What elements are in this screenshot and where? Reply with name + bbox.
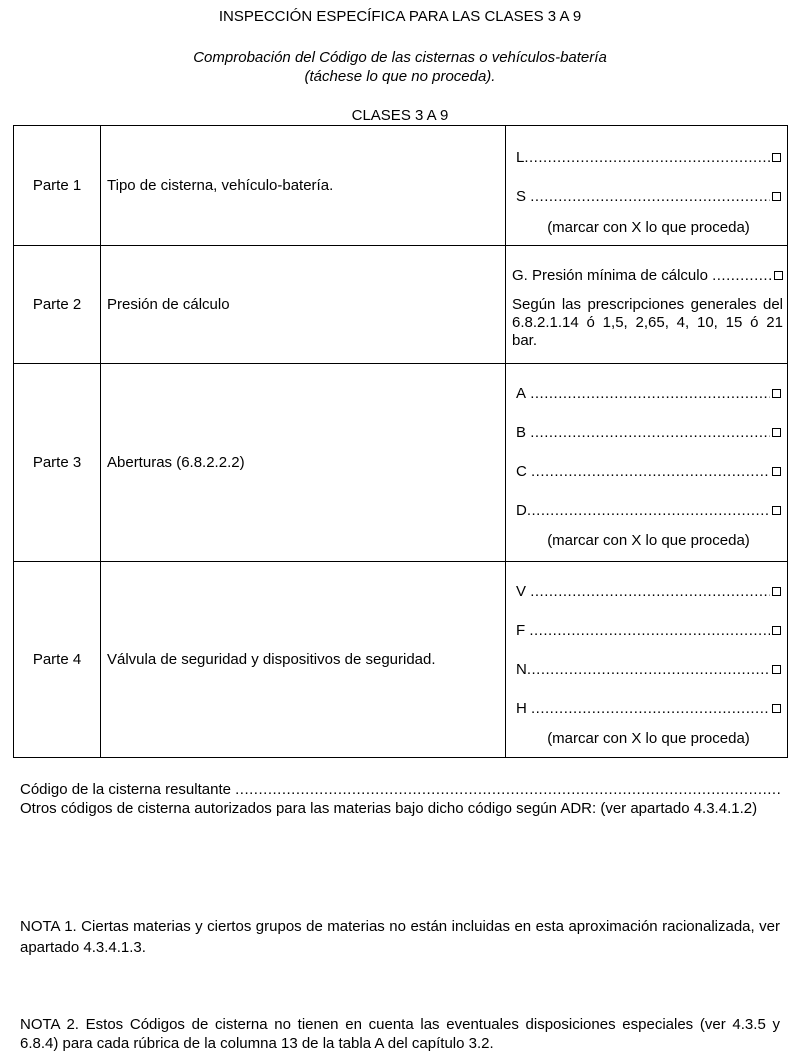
dot-leader [527,502,770,519]
part-label: Parte 3 [14,364,101,562]
dot-leader [530,385,770,402]
option-letter: H [516,700,527,717]
dot-leader [531,700,770,717]
dot-leader [527,661,770,678]
part-label: Parte 1 [14,126,101,246]
resultant-code-line [20,780,780,799]
part-label: Parte 2 [14,246,101,364]
checkbox-N[interactable] [772,665,781,674]
mark-instruction: (marcar con X lo que proceda) [547,219,750,236]
part-description: Tipo de cisterna, vehículo-batería. [101,126,506,246]
part-description: Presión de cálculo [101,246,506,364]
option-letter: L [516,149,525,166]
checkbox-L[interactable] [772,153,781,162]
option-letter: S [516,188,527,205]
checkbox-H[interactable] [772,704,781,713]
dot-leader [531,463,770,480]
options-cell [506,562,788,758]
option-A [516,374,781,413]
table-caption: CLASES 3 A 9 [351,107,449,124]
part-description: Válvula de seguridad y dispositivos de seguridad. [101,562,506,758]
option-S [516,177,781,216]
checkbox-B[interactable] [772,428,781,437]
checkbox-C[interactable] [772,467,781,476]
part-description: Aberturas (6.8.2.2.2) [101,364,506,562]
checkbox-A[interactable] [772,389,781,398]
option-N [516,650,781,689]
option-D [516,491,781,530]
resultant-code-section [20,780,780,818]
options-cell [506,126,788,246]
mark-instruction: (marcar con X lo que proceda) [547,532,750,549]
note-2: NOTA 2. Estos Códigos de cisterna no tienen en cuenta las eventuales disposiciones especiales (ver 4.3.5 y 6.8.4) para cada rúbrica de la columna 13 de la tabla A del capítulo 3.2. [20,1016,780,1052]
resultant-code-field[interactable] [235,780,780,799]
pressure-paragraph: Según las prescripciones generales del 6.8.2.1.14 ó 1,5, 2,65, 4, 10, 15 ó 21 bar. [512,296,783,349]
options-cell [506,364,788,562]
option-letter: D [516,502,527,519]
dot-leader [530,424,770,441]
option-letter: B [516,424,527,441]
table-row-parte-1 [14,126,788,246]
resultant-code-label: Código de la cisterna resultante [20,781,231,798]
option-C [516,452,781,491]
inspection-table [13,125,788,758]
option-G [512,256,783,294]
option-letter: C [516,463,527,480]
page-title: INSPECCIÓN ESPECÍFICA PARA LAS CLASES 3 A 9 [218,8,582,25]
option-letter: F [516,622,526,639]
dot-leader [530,188,770,205]
option-letter: V [516,583,527,600]
note-1: NOTA 1. Ciertas materias y ciertos grupos de materias no están incluidas en esta aproximación racionalizada, ver apartado 4.3.4.1.3. [20,918,780,956]
subtitle-line-1: Comprobación del Código de las cisternas o vehículos-batería [193,49,607,66]
options-cell [506,246,788,364]
other-codes-text: Otros códigos de cisterna autorizados para las materias bajo dicho código según ADR: (ver apartado 4.3.4.1.2) [20,800,758,817]
option-V [516,572,781,611]
dot-leader [530,583,770,600]
table-row-parte-4 [14,562,788,758]
part-label: Parte 4 [14,562,101,758]
option-letter: A [516,385,527,402]
option-L [516,138,781,177]
option-H [516,689,781,728]
page-subtitle [0,48,800,86]
table-row-parte-2 [14,246,788,364]
option-text: G. Presión mínima de cálculo [512,266,708,284]
checkbox-G[interactable] [774,271,783,280]
option-B [516,413,781,452]
option-F [516,611,781,650]
dot-leader [712,267,772,284]
mark-instruction: (marcar con X lo que proceda) [547,730,750,747]
option-letter: N [516,661,527,678]
dot-leader [529,622,770,639]
checkbox-D[interactable] [772,506,781,515]
dot-leader [524,149,770,166]
checkbox-F[interactable] [772,626,781,635]
subtitle-line-2: (táchese lo que no proceda). [304,68,496,85]
table-row-parte-3 [14,364,788,562]
checkbox-S[interactable] [772,192,781,201]
checkbox-V[interactable] [772,587,781,596]
